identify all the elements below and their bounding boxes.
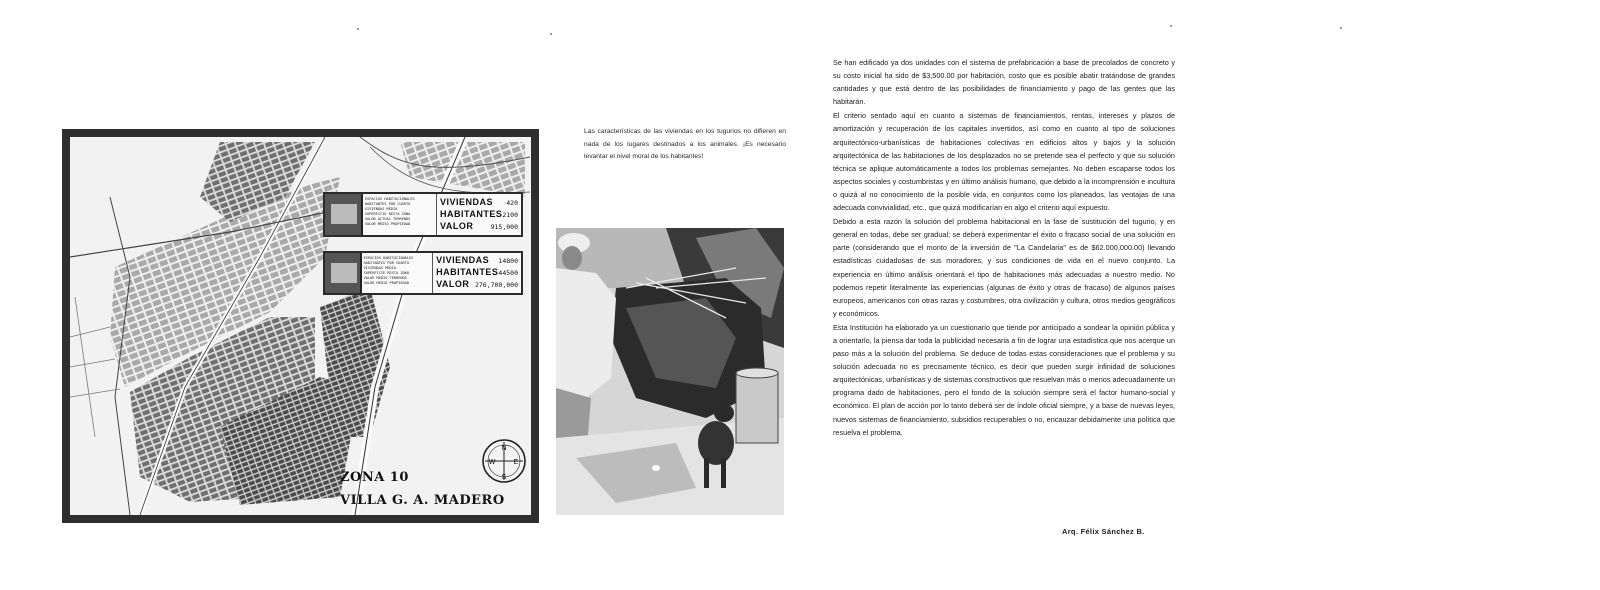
slum-photo [556, 228, 784, 515]
small-line: ESPACIOS HABITACIONALES [364, 197, 415, 201]
city-stats-box [323, 251, 523, 295]
stat-value: 14800 [498, 257, 518, 265]
zone-stats-box [323, 192, 523, 237]
stat-label: VIVIENDAS [436, 255, 490, 265]
zone-name: VILLA G. A. MADERO [340, 493, 505, 508]
small-line: VALOR MEDIO PROPIEDAD [363, 281, 409, 285]
article-body [833, 56, 1175, 439]
zone-map [62, 129, 539, 523]
small-line: HABITANTES POR CUARTO [364, 202, 411, 206]
stat-label: VIVIENDAS [440, 196, 494, 207]
compass-w: W [488, 459, 496, 466]
zone-label: ZONA 10 [340, 470, 409, 485]
small-line: ESPACIOS HABITACIONALES [363, 256, 414, 260]
stat-row [436, 267, 518, 279]
photo-drawing [556, 228, 784, 515]
stats-thumbnail [325, 253, 362, 293]
stat-label: VALOR [440, 220, 474, 231]
stat-row [440, 209, 518, 221]
paper-speck [1340, 27, 1342, 29]
photo-caption: Las características de las viviendas en los tugurios no difieren en nada de los lugares destinados a los animales. ¡Es necesario levantar el nivel moral de los habitantes! [584, 128, 786, 160]
stat-value: 276,700,000 [474, 281, 518, 289]
paper-speck [1170, 25, 1172, 27]
small-line: VIVIENDAS MEDIA [364, 207, 398, 211]
stats-small-print [363, 194, 437, 235]
stat-value: 2100 [502, 210, 518, 219]
small-line: VALOR ACTUAL TERRENOS [364, 217, 411, 221]
compass-n: N [501, 445, 507, 452]
small-line: HABITANTES POR CUARTO [363, 261, 409, 265]
stat-row [440, 197, 518, 209]
stats-thumbnail [325, 194, 363, 235]
stats-small-print [362, 253, 434, 293]
compass-s: S [501, 474, 507, 481]
small-line: SUPERFICIE RESTA ZONA [364, 212, 411, 216]
stat-label: HABITANTES [440, 208, 503, 219]
article-paragraph: Debido a esta razón la solución del problema habitacional en la fase de sustitución del tugurio, y en general en todas, debe ser gradual; se deberá experimentar el éxito o fracaso social de una solución en parte (considerando que el monto de la inversión de "La Candelaria" es de $62.000,000.00) llevando estadísticas cuidadosas de sus moradores, y sus condiciones de vida en el nuevo conjunto. La experiencia en último análisis orientará el tipo de habitaciones más adecuadas a nuestro medio. No podemos repetir literalmente las experiencias (algunas de éxito y otras de fracaso) de algunos países europeos, americanos con otras razas y costumbres, otra civilización y cultura, otros medios geográficos y económicos. [833, 217, 1175, 318]
paper-speck [357, 28, 359, 30]
article-paragraph: Esta Institución ha elaborado ya un cuestionario que tiende por anticipado a sondear la opinión pública y a orientarlo, la piensa dar toda la publicidad necesaria a fin de lograr una estadística que nos acerque un paso más a la solución del problema. Se deduce de todas estas consideraciones que el problema y su solución adecuada no es precisamente técnico, es decir que pueden surgir infinidad de soluciones arquitectónicas, urbanísticas y de sistemas constructivos que resuelvan más o menos adecuadamente un programa dado de habitaciones, pero el fondo de la solución siempre será el factor humano-social y económico. El plan de acción por lo tanto deberá ser de índole oficial siempre, y a base de nuevas leyes, nuevos sistemas de financiamiento, subsidios recuperables o no, encauzar debidamente una política que resuelva el problema. [833, 322, 1175, 437]
article-paragraph: Se han edificado ya dos unidades con el sistema de prefabricación a base de precolados de concreto y su costo inicial ha sido de $3,500.00 por habitación, costo que es posible abatir tratándose de grandes cantidades y que está dentro de las posibilidades de financiamiento y pago de las gentes que las habitarán. [833, 58, 1175, 107]
small-line: VALOR MEDIO PROPIEDAD [364, 222, 411, 226]
stat-row [436, 255, 518, 267]
compass-rose [483, 440, 525, 482]
stat-value: 420 [506, 198, 518, 207]
stat-row [436, 279, 518, 291]
small-line: SUPERFICIE RESTA ZONA [363, 271, 409, 275]
paper-speck [550, 33, 552, 35]
stat-row [440, 221, 518, 233]
small-line: VIVIENDAS MEDIA [363, 266, 397, 270]
article-paragraph: El criterio sentado aquí en cuanto a sistemas de financiamientos, rentas, intereses y plazos de amortización y recuperación de los capitales invertidos, así como en cuanto al tipo de soluciones arquitectónico-urbanísticas de habitaciones colectivas en edificios altos y bajos y la solución arquitectónica de las habitaciones de los desplazados no se pretende sea el perfecto y que su solución técnica se aplique automáticamente a todos los problemas semejantes. No deben escaparse todos los aspectos sociales y costumbristas y en último análisis humano, que debido a la incomprensión e incultura o quizá al no conocimiento de la posible vida, en conjuntos como los planeados, las ventajas de una adecuada convivialidad, etc., que quizá modificarían en algo el criterio aquí expuesto. [833, 111, 1175, 213]
author-signature: Arq. Félix Sánchez B. [1062, 527, 1145, 536]
small-line: VALOR MEDIO TERRENOS [363, 276, 407, 280]
stat-value: 44500 [498, 269, 518, 277]
stat-value: 915,000 [490, 222, 518, 231]
stat-label: HABITANTES [436, 267, 499, 277]
compass-e: E [513, 459, 519, 466]
stat-label: VALOR [436, 279, 470, 289]
